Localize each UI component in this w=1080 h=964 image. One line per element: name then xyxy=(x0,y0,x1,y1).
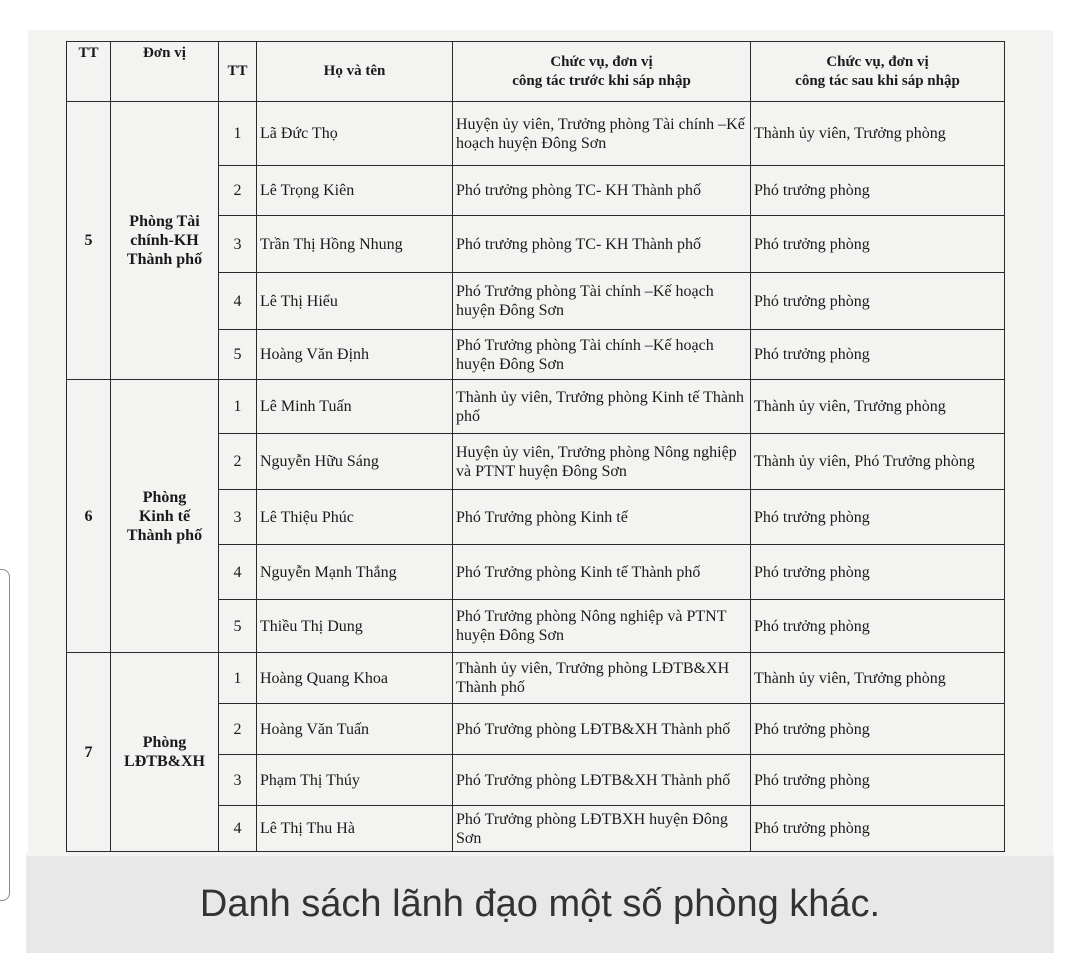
person-name: Lê Trọng Kiên xyxy=(257,166,453,216)
row-number: 4 xyxy=(219,806,257,852)
header-tt: TT xyxy=(67,42,111,102)
position-before: Huyện ủy viên, Trưởng phòng Tài chính –Kế hoạch huyện Đông Sơn xyxy=(453,102,751,166)
group-unit xyxy=(111,653,219,852)
header-after xyxy=(751,42,1005,102)
row-number: 2 xyxy=(219,166,257,216)
header-after-line2: công tác sau khi sáp nhập xyxy=(795,72,960,89)
table-header-row xyxy=(67,42,1005,102)
row-number: 5 xyxy=(219,330,257,380)
header-tt2: TT xyxy=(219,42,257,102)
position-after: Thành ủy viên, Trưởng phòng xyxy=(751,380,1005,434)
group-number: 7 xyxy=(67,653,111,852)
unit-line: Thành phố xyxy=(126,526,203,544)
person-name: Hoàng Quang Khoa xyxy=(257,653,453,704)
row-number: 3 xyxy=(219,490,257,545)
header-before xyxy=(453,42,751,102)
header-after-line1: Chức vụ, đơn vị xyxy=(826,53,929,70)
unit-line: Kinh tế xyxy=(138,507,191,525)
position-before: Phó Trưởng phòng Tài chính –Kế hoạch huyện Đông Sơn xyxy=(453,330,751,380)
header-don-vi: Đơn vị xyxy=(111,42,219,102)
table-row xyxy=(67,653,1005,704)
unit-line: chính-KH xyxy=(130,232,199,249)
person-name: Lê Thiệu Phúc xyxy=(257,490,453,545)
caption-bar xyxy=(26,856,1054,953)
row-number: 5 xyxy=(219,600,257,653)
person-name: Lã Đức Thọ xyxy=(257,102,453,166)
position-before: Huyện ủy viên, Trưởng phòng Nông nghiệp và PTNT huyện Đông Sơn xyxy=(453,434,751,490)
position-after: Phó trưởng phòng xyxy=(751,806,1005,852)
position-after: Phó trưởng phòng xyxy=(751,490,1005,545)
position-before: Phó Trưởng phòng Nông nghiệp và PTNT huyện Đông Sơn xyxy=(453,600,751,653)
group-unit xyxy=(111,102,219,380)
table-body xyxy=(67,102,1005,852)
row-number: 4 xyxy=(219,545,257,600)
header-ho-ten: Họ và tên xyxy=(257,42,453,102)
side-scroll-tab[interactable] xyxy=(0,569,10,901)
position-after: Phó trưởng phòng xyxy=(751,600,1005,653)
table-row xyxy=(67,380,1005,434)
position-after: Phó trưởng phòng xyxy=(751,545,1005,600)
person-name: Phạm Thị Thúy xyxy=(257,755,453,806)
header-before-line2: công tác trước khi sáp nhập xyxy=(512,72,691,89)
person-name: Hoàng Văn Tuấn xyxy=(257,704,453,755)
position-after: Phó trưởng phòng xyxy=(751,216,1005,273)
position-before: Phó Trưởng phòng LĐTB&XH Thành phố xyxy=(453,704,751,755)
row-number: 1 xyxy=(219,653,257,704)
position-before: Phó trưởng phòng TC- KH Thành phố xyxy=(453,216,751,273)
position-before: Thành ủy viên, Trưởng phòng Kinh tế Thành phố xyxy=(453,380,751,434)
position-after: Phó trưởng phòng xyxy=(751,755,1005,806)
group-number: 6 xyxy=(67,380,111,653)
row-number: 3 xyxy=(219,755,257,806)
unit-line: Thành phố xyxy=(126,251,203,268)
person-name: Nguyễn Hữu Sáng xyxy=(257,434,453,490)
header-before-line1: Chức vụ, đơn vị xyxy=(550,53,653,70)
person-name: Lê Minh Tuấn xyxy=(257,380,453,434)
position-after: Phó trưởng phòng xyxy=(751,704,1005,755)
unit-line: Phòng xyxy=(142,488,187,506)
position-after: Thành ủy viên, Phó Trưởng phòng xyxy=(751,434,1005,490)
caption-text: Danh sách lãnh đạo một số phòng khác. xyxy=(199,883,881,925)
person-name: Hoàng Văn Định xyxy=(257,330,453,380)
row-number: 1 xyxy=(219,102,257,166)
unit-line: LĐTB&XH xyxy=(124,753,205,770)
position-after: Phó trưởng phòng xyxy=(751,273,1005,330)
position-before: Phó Trưởng phòng Kinh tế Thành phố xyxy=(453,545,751,600)
person-name: Nguyễn Mạnh Thắng xyxy=(257,545,453,600)
table-row xyxy=(67,102,1005,166)
position-before: Thành ủy viên, Trưởng phòng LĐTB&XH Thành phố xyxy=(453,653,751,704)
position-after: Thành ủy viên, Trưởng phòng xyxy=(751,653,1005,704)
person-name: Trần Thị Hồng Nhung xyxy=(257,216,453,273)
position-after: Phó trưởng phòng xyxy=(751,166,1005,216)
row-number: 2 xyxy=(219,704,257,755)
position-before: Phó Trưởng phòng LĐTBXH huyện Đông Sơn xyxy=(453,806,751,852)
unit-line: Phòng xyxy=(142,734,187,751)
row-number: 4 xyxy=(219,273,257,330)
unit-line: Phòng Tài xyxy=(129,213,200,230)
row-number: 2 xyxy=(219,434,257,490)
person-name: Thiều Thị Dung xyxy=(257,600,453,653)
position-before: Phó Trưởng phòng Tài chính –Kế hoạch huyện Đông Sơn xyxy=(453,273,751,330)
position-after: Thành ủy viên, Trưởng phòng xyxy=(751,102,1005,166)
group-number: 5 xyxy=(67,102,111,380)
position-after: Phó trưởng phòng xyxy=(751,330,1005,380)
row-number: 1 xyxy=(219,380,257,434)
position-before: Phó Trưởng phòng LĐTB&XH Thành phố xyxy=(453,755,751,806)
row-number: 3 xyxy=(219,216,257,273)
leadership-table xyxy=(66,41,1005,852)
position-before: Phó trưởng phòng TC- KH Thành phố xyxy=(453,166,751,216)
group-unit xyxy=(111,380,219,653)
position-before: Phó Trưởng phòng Kinh tế xyxy=(453,490,751,545)
person-name: Lê Thị Hiểu xyxy=(257,273,453,330)
person-name: Lê Thị Thu Hà xyxy=(257,806,453,852)
